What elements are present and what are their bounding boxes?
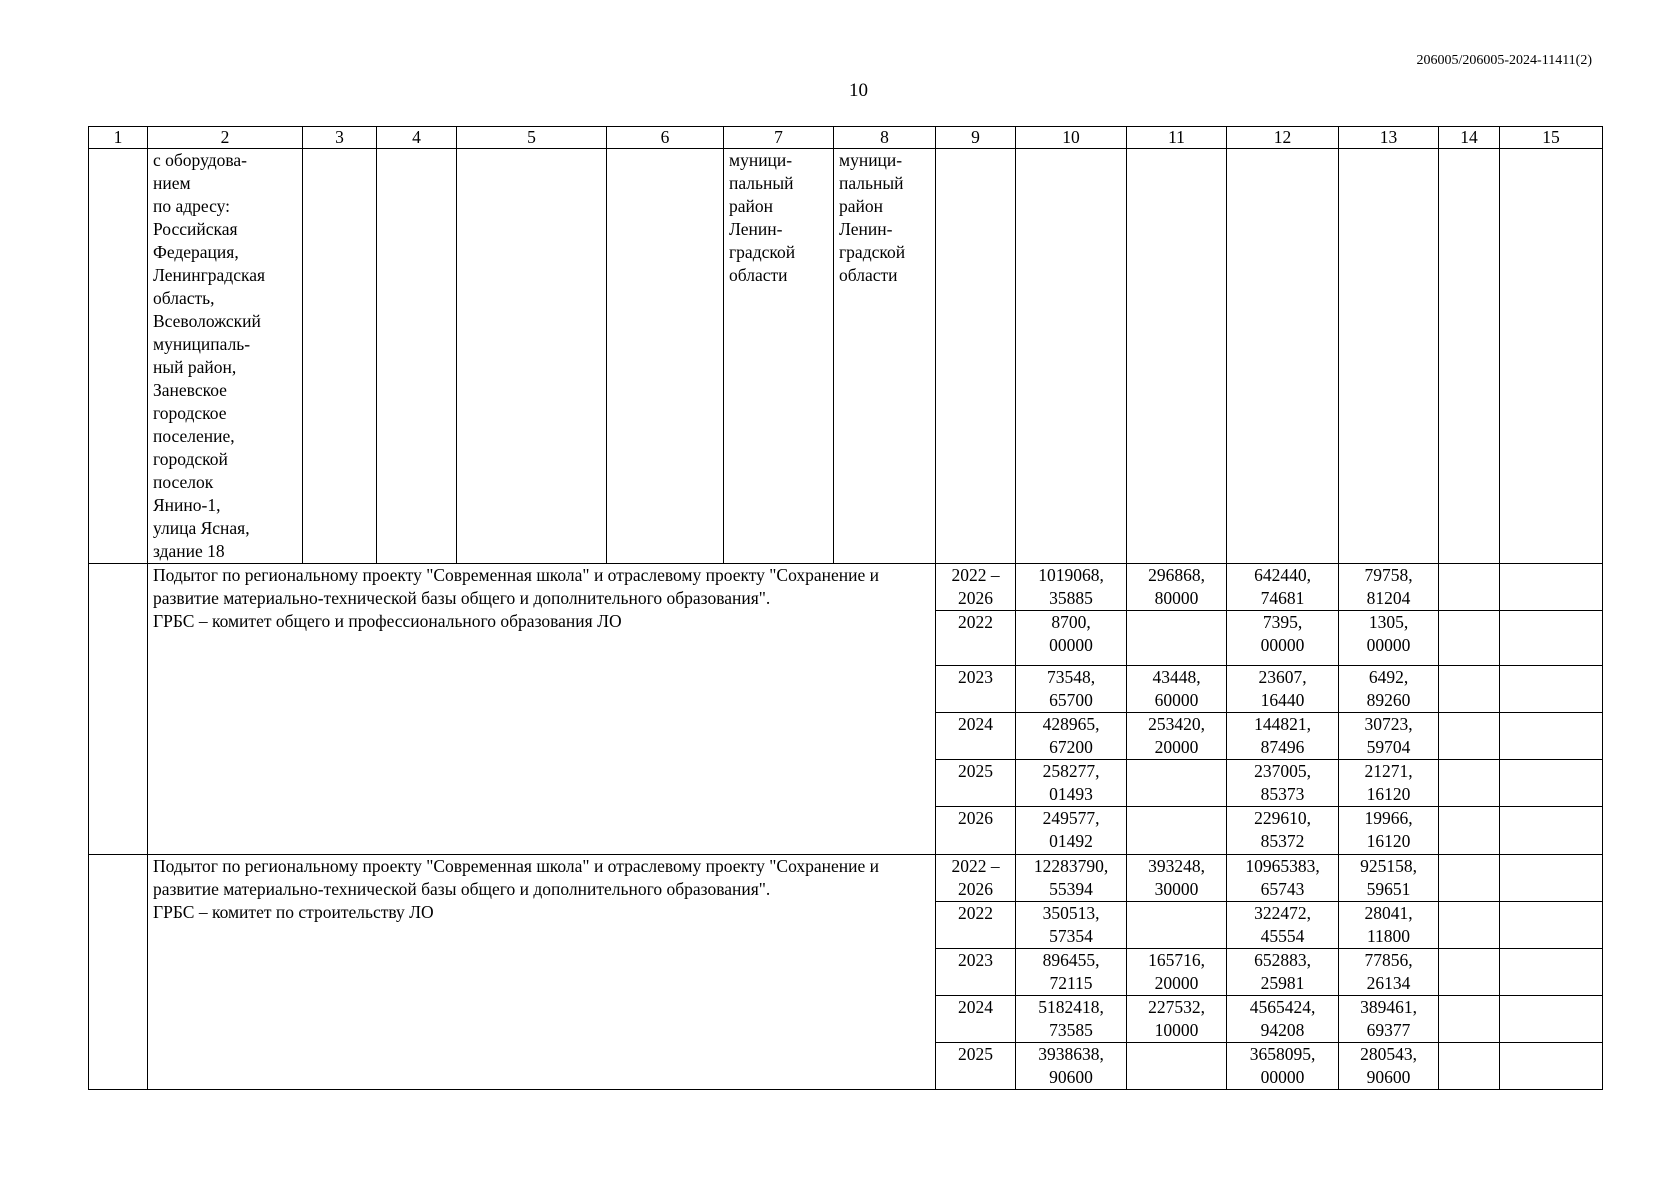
table-cell	[1439, 611, 1500, 666]
value-cell: 30723, 59704	[1339, 713, 1439, 760]
column-header: 9	[936, 127, 1016, 149]
value-cell: 23607, 16440	[1227, 666, 1339, 713]
year-cell: 2023	[936, 949, 1016, 996]
table-cell	[457, 149, 607, 564]
table-cell	[377, 149, 457, 564]
table-cell	[1439, 666, 1500, 713]
table-cell	[1439, 807, 1500, 855]
table-cell	[1339, 149, 1439, 564]
table-cell	[1439, 713, 1500, 760]
column-header: 1	[89, 127, 148, 149]
column-number-row	[89, 127, 1603, 149]
value-cell: 21271, 16120	[1339, 760, 1439, 807]
year-cell: 2025	[936, 1043, 1016, 1090]
value-cell: 1305, 00000	[1339, 611, 1439, 666]
table-cell	[1500, 149, 1603, 564]
object-address: с оборудова- нием по адресу: Российская Федерация, Ленинградская область, Всеволожский муниципаль- ный район, Заневское городское поселение, городской поселок Янино-1, улица Ясная, здание 18	[148, 149, 303, 564]
column-header: 13	[1339, 127, 1439, 149]
grbs-label: ГРБС – комитет по строительству ЛО	[153, 902, 434, 922]
table-cell	[1439, 996, 1500, 1043]
value-cell: 3658095, 00000	[1227, 1043, 1339, 1090]
value-cell: 73548, 65700	[1016, 666, 1127, 713]
table-row	[89, 855, 1603, 902]
municipality-cell: муници- пальный район Ленин- градской области	[724, 149, 834, 564]
table-cell	[1439, 902, 1500, 949]
object-row	[89, 149, 1603, 564]
value-cell: 1019068, 35885	[1016, 564, 1127, 611]
value-cell: 350513, 57354	[1016, 902, 1127, 949]
table-cell	[1500, 713, 1603, 760]
table-cell	[1127, 149, 1227, 564]
value-cell: 19966, 16120	[1339, 807, 1439, 855]
value-cell: 43448, 60000	[1127, 666, 1227, 713]
column-header: 7	[724, 127, 834, 149]
value-cell: 10965383, 65743	[1227, 855, 1339, 902]
table-cell	[1500, 760, 1603, 807]
subtotal-title: Подытог по региональному проекту "Современная школа" и отраслевому проекту "Сохранение и развитие материально-технической базы общего и дополнительного образования".	[153, 565, 880, 608]
value-cell	[1127, 902, 1227, 949]
table-cell	[1439, 564, 1500, 611]
value-cell: 77856, 26134	[1339, 949, 1439, 996]
table-cell	[89, 149, 148, 564]
value-cell: 8700, 00000	[1016, 611, 1127, 666]
value-cell: 642440, 74681	[1227, 564, 1339, 611]
value-cell: 280543, 90600	[1339, 1043, 1439, 1090]
column-header: 3	[303, 127, 377, 149]
table-cell	[1439, 1043, 1500, 1090]
value-cell: 258277, 01493	[1016, 760, 1127, 807]
year-cell: 2023	[936, 666, 1016, 713]
column-header: 10	[1016, 127, 1127, 149]
subtotal-description	[148, 564, 936, 855]
municipality-cell: муници- пальный район Ленин- градской области	[834, 149, 936, 564]
value-cell: 296868, 80000	[1127, 564, 1227, 611]
value-cell	[1127, 1043, 1227, 1090]
value-cell: 896455, 72115	[1016, 949, 1127, 996]
table-cell	[1500, 996, 1603, 1043]
table-cell	[1439, 855, 1500, 902]
value-cell	[1127, 760, 1227, 807]
year-cell: 2024	[936, 713, 1016, 760]
value-cell	[1127, 807, 1227, 855]
column-header: 11	[1127, 127, 1227, 149]
value-cell: 322472, 45554	[1227, 902, 1339, 949]
table-cell	[936, 149, 1016, 564]
value-cell: 165716, 20000	[1127, 949, 1227, 996]
table-cell	[1227, 149, 1339, 564]
value-cell: 428965, 67200	[1016, 713, 1127, 760]
document-id: 206005/206005-2024-11411(2)	[1416, 53, 1592, 68]
value-cell: 4565424, 94208	[1227, 996, 1339, 1043]
value-cell: 12283790, 55394	[1016, 855, 1127, 902]
budget-table	[88, 126, 1603, 1090]
table-cell	[607, 149, 724, 564]
column-header: 12	[1227, 127, 1339, 149]
table-cell	[1500, 807, 1603, 855]
subtotal-title: Подытог по региональному проекту "Современная школа" и отраслевому проекту "Сохранение и развитие материально-технической базы общего и дополнительного образования".	[153, 856, 880, 899]
column-header: 8	[834, 127, 936, 149]
table-cell	[303, 149, 377, 564]
table-cell	[1439, 149, 1500, 564]
value-cell: 3938638, 90600	[1016, 1043, 1127, 1090]
table-cell	[1016, 149, 1127, 564]
table-cell	[1500, 1043, 1603, 1090]
page-number: 10	[849, 80, 868, 101]
table-cell	[1439, 949, 1500, 996]
column-header: 4	[377, 127, 457, 149]
year-cell: 2024	[936, 996, 1016, 1043]
value-cell: 28041, 11800	[1339, 902, 1439, 949]
value-cell: 5182418, 73585	[1016, 996, 1127, 1043]
year-cell: 2022 – 2026	[936, 855, 1016, 902]
value-cell: 253420, 20000	[1127, 713, 1227, 760]
table-cell	[89, 855, 148, 1090]
value-cell: 393248, 30000	[1127, 855, 1227, 902]
table-cell	[1500, 611, 1603, 666]
year-cell: 2025	[936, 760, 1016, 807]
value-cell: 229610, 85372	[1227, 807, 1339, 855]
table-row	[89, 564, 1603, 611]
year-cell: 2022	[936, 611, 1016, 666]
subtotal-description	[148, 855, 936, 1090]
value-cell: 389461, 69377	[1339, 996, 1439, 1043]
value-cell: 237005, 85373	[1227, 760, 1339, 807]
column-header: 14	[1439, 127, 1500, 149]
table-cell	[89, 564, 148, 855]
value-cell	[1127, 611, 1227, 666]
table-cell	[1500, 902, 1603, 949]
column-header: 6	[607, 127, 724, 149]
grbs-label: ГРБС – комитет общего и профессионального образования ЛО	[153, 611, 622, 631]
column-header: 15	[1500, 127, 1603, 149]
year-cell: 2022 – 2026	[936, 564, 1016, 611]
table-cell	[1500, 855, 1603, 902]
value-cell: 652883, 25981	[1227, 949, 1339, 996]
value-cell: 144821, 87496	[1227, 713, 1339, 760]
table-cell	[1500, 666, 1603, 713]
column-header: 2	[148, 127, 303, 149]
column-header: 5	[457, 127, 607, 149]
value-cell: 227532, 10000	[1127, 996, 1227, 1043]
table-cell	[1500, 564, 1603, 611]
value-cell: 79758, 81204	[1339, 564, 1439, 611]
value-cell: 7395, 00000	[1227, 611, 1339, 666]
value-cell: 6492, 89260	[1339, 666, 1439, 713]
table-cell	[1439, 760, 1500, 807]
year-cell: 2026	[936, 807, 1016, 855]
value-cell: 925158, 59651	[1339, 855, 1439, 902]
table-cell	[1500, 949, 1603, 996]
year-cell: 2022	[936, 902, 1016, 949]
value-cell: 249577, 01492	[1016, 807, 1127, 855]
